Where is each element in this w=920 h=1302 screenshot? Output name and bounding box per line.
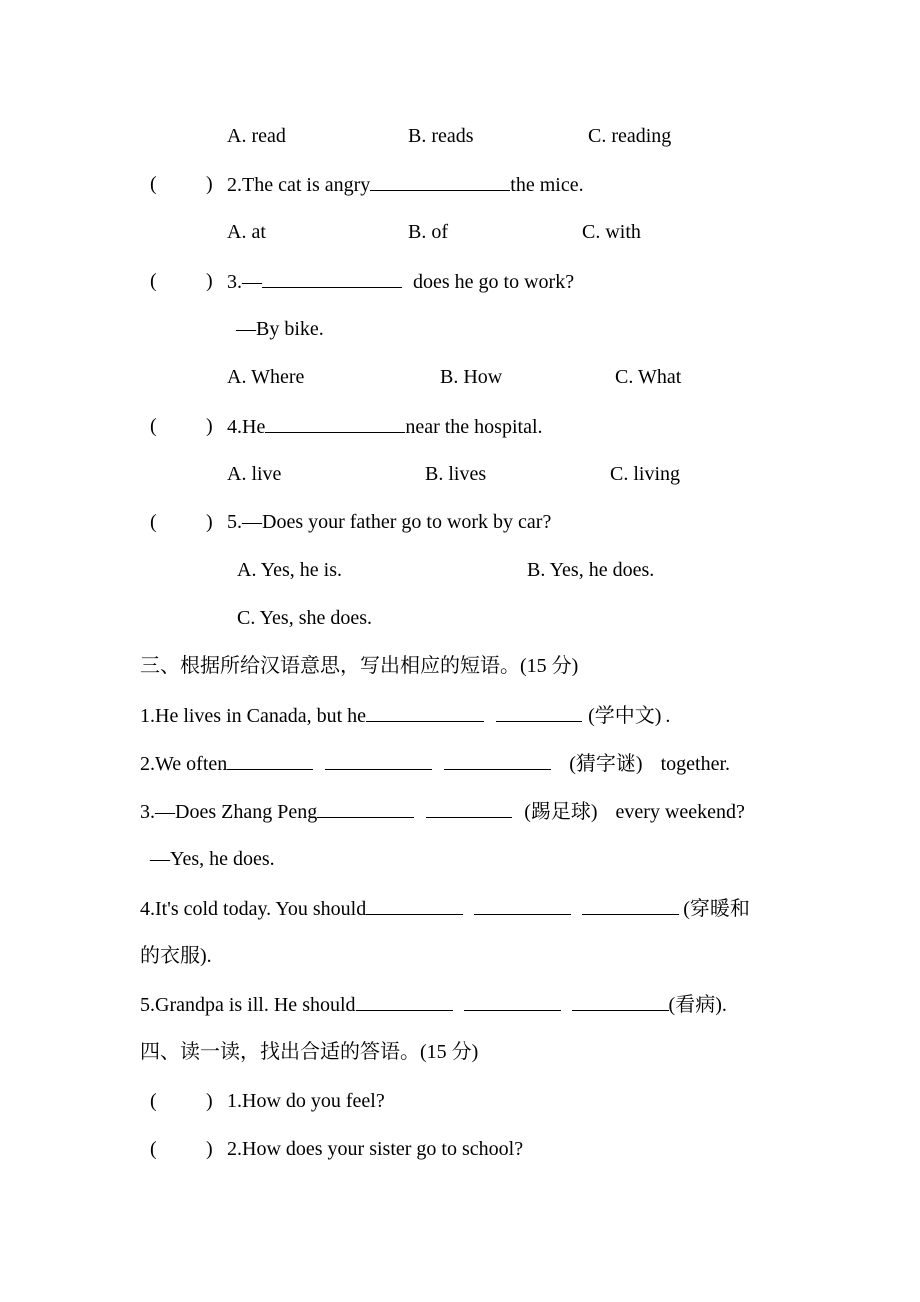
- s3-i5-blank-2[interactable]: [464, 992, 561, 1011]
- s3-i5-blank-1[interactable]: [356, 992, 453, 1011]
- section3-item-4: [140, 896, 750, 921]
- s4-i2-paren-close: ): [206, 1138, 213, 1160]
- q2-text-post: the mice.: [510, 174, 584, 196]
- section4-heading: 四、读一读，找出合适的答语。(15 分): [140, 1041, 479, 1063]
- s3-i1-pre: 1.He lives in Canada, but he: [140, 705, 367, 727]
- section3-item-3: [140, 799, 745, 824]
- q5-option-a: A. Yes, he is.: [237, 559, 343, 581]
- section3-item-5: [140, 992, 727, 1017]
- q2-option-a: A. at: [227, 221, 266, 243]
- q4-question: [227, 414, 543, 439]
- q2-question: [227, 172, 584, 197]
- s3-i1-hint: (学中文): [588, 705, 662, 727]
- s3-i2-blank-2[interactable]: [325, 751, 432, 770]
- q3-reply: —By bike.: [236, 318, 324, 340]
- s3-i4-pre: 4.It's cold today. You should: [140, 898, 367, 920]
- s3-i5-hint: (看病).: [668, 994, 727, 1016]
- s3-i3-reply: —Yes, he does.: [150, 848, 275, 870]
- q3-paren-close: ): [206, 270, 213, 292]
- s3-i4-blank-2[interactable]: [474, 896, 571, 915]
- section3-heading: 三、根据所给汉语意思，写出相应的短语。(15 分): [140, 655, 579, 677]
- q5-option-c: C. Yes, she does.: [237, 607, 373, 629]
- q1-option-a: A. read: [227, 125, 286, 147]
- s3-i4-blank-3[interactable]: [582, 896, 679, 915]
- q3-option-c: C. What: [615, 366, 682, 388]
- s3-i5-blank-3[interactable]: [572, 992, 669, 1011]
- q2-answer-blank[interactable]: [370, 172, 510, 191]
- s3-i5-pre: 5.Grandpa is ill. He should: [140, 994, 356, 1016]
- s3-i4-hint-cont: 的衣服).: [140, 945, 212, 967]
- s3-i3-blank-2[interactable]: [426, 799, 512, 818]
- s4-i2-paren-open: (: [150, 1138, 157, 1160]
- q3-paren-open: (: [150, 270, 157, 292]
- s3-i2-post: together.: [660, 753, 731, 775]
- s3-i2-pre: 2.We often: [140, 753, 228, 775]
- q1-option-b: B. reads: [408, 125, 474, 147]
- q2-text-pre: 2.The cat is angry: [227, 174, 371, 196]
- s3-i4-hint: (穿暖和: [683, 898, 750, 920]
- q3-option-b: B. How: [440, 366, 503, 388]
- s4-item-2: 2.How does your sister go to school?: [227, 1138, 524, 1160]
- s3-i2-blank-1[interactable]: [227, 751, 313, 770]
- q1-option-c: C. reading: [588, 125, 672, 147]
- s3-i3-pre: 3.—Does Zhang Peng: [140, 801, 318, 823]
- q4-text-post: near the hospital.: [405, 416, 543, 438]
- q5-paren-open: (: [150, 511, 157, 533]
- section3-item-1: [140, 703, 670, 728]
- q4-paren-close: ): [206, 415, 213, 437]
- q4-option-b: B. lives: [425, 463, 487, 485]
- q4-answer-blank[interactable]: [265, 414, 405, 433]
- s4-i1-paren-open: (: [150, 1090, 157, 1112]
- q4-option-a: A. live: [227, 463, 282, 485]
- q5-question: 5.—Does your father go to work by car?: [227, 511, 552, 533]
- s3-i2-blank-3[interactable]: [444, 751, 551, 770]
- q3-option-a: A. Where: [227, 366, 305, 388]
- q2-option-b: B. of: [408, 221, 448, 243]
- q4-text-pre: 4.He: [227, 416, 266, 438]
- section3-item-2: [140, 751, 730, 776]
- q2-paren-open: (: [150, 173, 157, 195]
- s3-i1-post: .: [665, 705, 671, 727]
- q5-option-b: B. Yes, he does.: [527, 559, 655, 581]
- s3-i1-blank-2[interactable]: [496, 703, 582, 722]
- s4-item-1: 1.How do you feel?: [227, 1090, 385, 1112]
- s3-i4-blank-1[interactable]: [366, 896, 463, 915]
- q3-text-pre: 3.—: [227, 271, 262, 293]
- q2-option-c: C. with: [582, 221, 641, 243]
- q4-paren-open: (: [150, 415, 157, 437]
- s3-i2-hint: (猜字谜): [569, 753, 643, 775]
- s3-i1-blank-1[interactable]: [366, 703, 484, 722]
- s3-i3-post: every weekend?: [615, 801, 745, 823]
- q3-text-post: does he go to work?: [413, 271, 575, 293]
- q4-option-c: C. living: [610, 463, 681, 485]
- q3-answer-blank[interactable]: [262, 269, 402, 288]
- q3-question: [227, 269, 574, 294]
- s3-i3-hint: (踢足球): [524, 801, 598, 823]
- s4-i1-paren-close: ): [206, 1090, 213, 1112]
- s3-i3-blank-1[interactable]: [317, 799, 414, 818]
- q2-paren-close: ): [206, 173, 213, 195]
- q5-paren-close: ): [206, 511, 213, 533]
